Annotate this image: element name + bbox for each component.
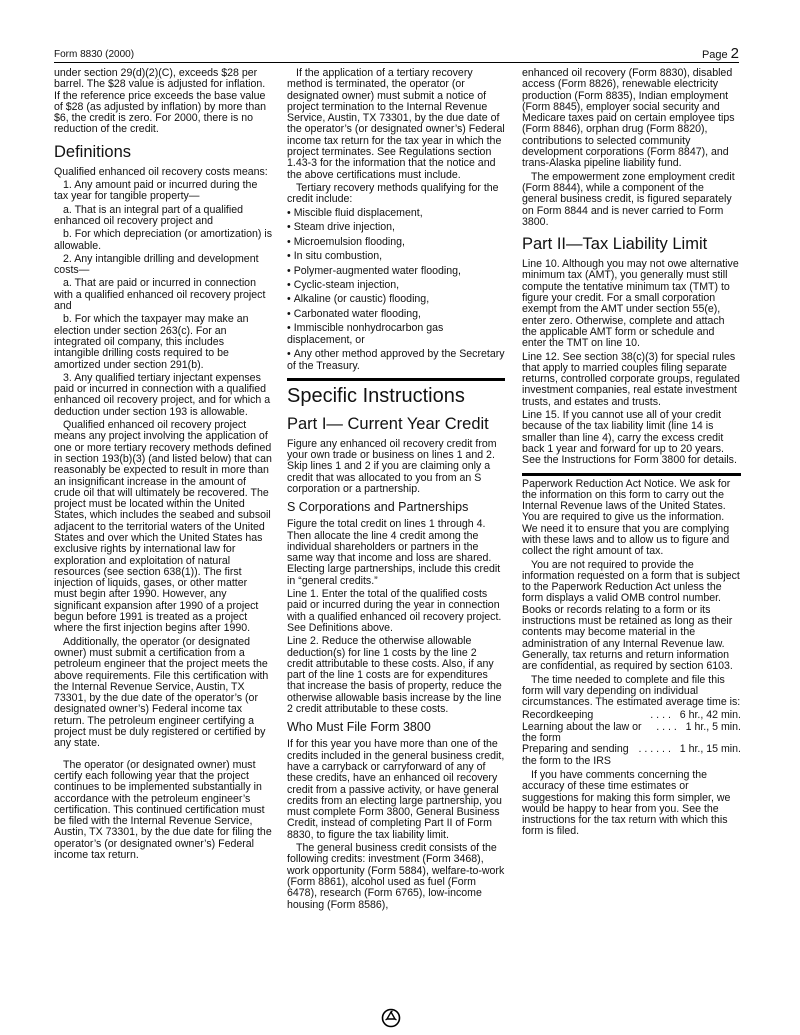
column-1 (54, 68, 272, 863)
section-rule (287, 378, 505, 381)
paragraph: Line 2. Reduce the otherwise allowable deduction(s) for line 1 costs by the line 2 credit attributable to these costs. Also, if any part of the line 1 costs are for expenditures that increase the basis of property, reduce the otherwise allowable basis increase by the line 2 credit attributable to these costs. (287, 635, 502, 716)
paragraph: b. For which the taxpayer may make an election under section 263(c). For an integrated oil company, this includes intangible drilling costs required to be amortized under section 291(b). (54, 313, 249, 371)
paragraph: The general business credit consists of the following credits: investment (Form 3468), work opportunity (Form 5884), welfare-to-work (Form 8861), alcohol used as fuel (Form 6478), research (Form 6765), low-income housing (Form 8586), (287, 842, 505, 911)
paragraph: You are not required to provide the information requested on a form that is subject to the Paperwork Reduction Act unless the form displays a valid OMB control number. Books or records relating to a form or its instructions must be retained as long as their contents may become material in the administration of any Internal Revenue law. Generally, tax returns and return information are confidential, as required by section 6103. (522, 558, 740, 673)
page-number: Page 2 (701, 45, 739, 62)
recycled-paper-icon (381, 1008, 401, 1028)
list-item: • Cyclic-steam injection, (287, 280, 505, 291)
paragraph: Qualified enhanced oil recovery costs means: (54, 165, 268, 178)
paragraph: Line 1. Enter the total of the qualified costs paid or incurred during the year in connection with a qualified enhanced oil recovery project. See Definitions above. (287, 588, 502, 634)
paragraph: Qualified enhanced oil recovery project means any project involving the application of one or more tertiary recovery methods defined in section 193(b)(3) (and listed below) that can reasonably be expected to result in more than an insignificant increase in the amount of crude oil that will ultimately be recovered. The project must be located within the United States, which includes the seabed and subsoil adjacent to the territorial waters of the United States and over which the United States has exclusive rights by international law for exploration and exploitation of natural resources (see section 638(1)). The first injection of liquids, gases, or other matter must begin after 1990. However, any significant expansion after 1990 of a project begun before 1991 is treated as a project where the first injection begins after 1990. (54, 419, 272, 635)
paragraph: Line 12. See section 38(c)(3) for special rules that apply to married couples filing separate returns, controlled corporate groups, regulated investment companies, real estate investment trusts, and estates and trusts. (522, 350, 740, 408)
form-id: Form 8830 (2000) (54, 49, 135, 60)
list-item: • Alkaline (or caustic) flooding, (287, 294, 505, 305)
paragraph: If the application of a tertiary recovery method is terminated, the operator (or designated owner) must submit a notice of project termination to the Internal Revenue Service, Austin, TX 73301, by the due date of the operator’s (or designated owner’s) Federal income tax return for the tax year in which the project terminates. See Regulations section 1.43-3 for the information that the notice and the above certifications must include. (287, 67, 505, 181)
paragraph: The time needed to complete and file this form will vary depending on individual circumstances. The estimated average time is: (522, 673, 741, 709)
time-row: Preparing and sending the form to the IRS . . . . . . 1 hr., 15 min. (522, 743, 741, 767)
paragraph: Figure any enhanced oil recovery credit from your own trade or business on lines 1 and 2. Skip lines 1 and 2 if you are claiming only a credit that was allocated to you from an S corporation or a partnership. (287, 437, 497, 495)
paragraph: under section 29(d)(2)(C), exceeds $28 per barrel. The $28 value is adjusted for inflation. If the reference price exceeds the base value of $28 (as adjusted by inflation) by more than $6, the credit is zero. For 2000, there is no reduction of the credit. (54, 67, 266, 136)
paragraph: The empowerment zone employment credit (Form 8844), while a component of the general business credit, is figured separately on Form 8844 and is never carried to Form 3800. (522, 170, 735, 228)
paragraph: 1. Any amount paid or incurred during the tax year for tangible property— (54, 179, 258, 203)
paragraph: a. That is an integral part of a qualified enhanced oil recovery project and (54, 203, 244, 227)
list-item: • Steam drive injection, (287, 222, 505, 233)
list-item: • Carbonated water flooding, (287, 309, 505, 320)
column-2 (287, 68, 505, 913)
paperwork-notice: Paperwork Reduction Act Notice. We ask for the information on this form to carry out the Internal Revenue laws of the United States. You are required to give us the information. We need it to ensure that you are complying with these laws and to allow us to figure and collect the right amount of tax. (522, 477, 731, 558)
methods-list (287, 208, 505, 372)
list-item: • In situ combustion, (287, 251, 505, 262)
paragraph: 2. Any intangible drilling and development costs— (54, 252, 259, 277)
paragraph: If for this year you have more than one of the credits included in the general business credit, have a carryback or carryforward of any of these credits, have an enhanced oil recovery credit from a passive activity, or have general credits from an electing large partnership, you must complete Form 3800, General Business Credit, instead of completing Part II of Form 8830, to figure the tax liability limit. (287, 738, 505, 841)
heading-definitions: Definitions (54, 142, 132, 161)
heading-part-2: Part II—Tax Liability Limit (522, 235, 708, 254)
time-row: Recordkeeping . . . . 6 hr., 42 min. (522, 709, 741, 722)
heading-part-1: Part I— Current Year Credit (287, 414, 489, 433)
paragraph: The operator (or designated owner) must certify each following year that the project continues to be implemented substantially in accordance with the petroleum engineer’s certification. This continued certification must be filed with the Internal Revenue Service, Austin, TX 73301, by the due date for filing the operator’s (or designated owner’s) Federal income tax return. (54, 758, 272, 861)
list-item: • Polymer-augmented water flooding, (287, 266, 505, 277)
list-item: • Miscible fluid displacement, (287, 208, 505, 219)
paragraph: Figure the total credit on lines 1 through 4. Then allocate the line 4 credit among the individual shareholders or partners in the same way that income and loss are shared. Electing large partnerships, include this credit in “general credits.” (287, 518, 501, 587)
paragraph: Additionally, the operator (or designated owner) must submit a certification from a petroleum engineer that the project meets the above requirements. File this certification with the Internal Revenue Service, Austin, TX 73301, by the due date of the operator’s (or designated owner’s) Federal income tax return. The petroleum engineer certifying a project must be duly registered or certified by any state. (54, 635, 269, 750)
column-3 (522, 68, 741, 840)
list-item: • Any other method approved by the Secretary of the Treasury. (287, 349, 505, 372)
paragraph: Tertiary recovery methods qualifying for the credit include: (287, 181, 499, 206)
list-item: • Microemulsion flooding, (287, 237, 505, 248)
paragraph: a. That are paid or incurred in connection with a qualified enhanced oil recovery project and (54, 277, 266, 313)
heading-s-corporations: S Corporations and Partnerships (287, 500, 469, 515)
time-estimates (522, 710, 741, 766)
paragraph: If you have comments concerning the accuracy of these time estimates or suggestions for making this form simpler, we would be happy to hear from you. See the instructions for the tax return with which this form is filed. (522, 768, 731, 838)
header-rule (54, 62, 739, 63)
paragraph: 3. Any qualified tertiary injectant expenses paid or incurred in connection with a qualified enhanced oil recovery project, and for which a deduction under section 193 is allowable. (54, 371, 271, 418)
section-rule (522, 473, 741, 476)
paragraph: b. For which depreciation (or amortization) is allowable. (54, 228, 273, 252)
time-row: Learning about the law or the form . . . . 1 hr., 5 min. (522, 720, 741, 745)
paragraph: Line 10. Although you may not owe alternative minimum tax (AMT), you generally must still compute the tentative minimum tax (TMT) to figure your credit. For a small corporation exempt from the AMT under section 55(e), enter zero. Otherwise, complete and attach the applicable AMT form or schedule and enter the TMT on line 10. (522, 258, 739, 350)
paragraph: enhanced oil recovery (Form 8830), disabled access (Form 8826), renewable electricity production (Form 8835), Indian employment (Form 8845), employer social security and Medicare taxes paid on certain employee tips (Form 8846), orphan drug (Form 8820), contributions to selected community development corporations (Form 8847), and trans-Alaska pipeline liability fund. (522, 67, 735, 170)
paragraph: Line 15. If you cannot use all of your credit because of the tax liability limit (line 14 is smaller than line 4), carry the excess credit back 1 year and forward for up to 20 years. See the Instructions for Form 3800 for details. (522, 409, 737, 467)
heading-specific-instructions: Specific Instructions (287, 384, 465, 407)
heading-who-must-file: Who Must File Form 3800 (287, 720, 431, 735)
list-item: • Immiscible nonhydrocarbon gas displacement, or (287, 323, 505, 346)
